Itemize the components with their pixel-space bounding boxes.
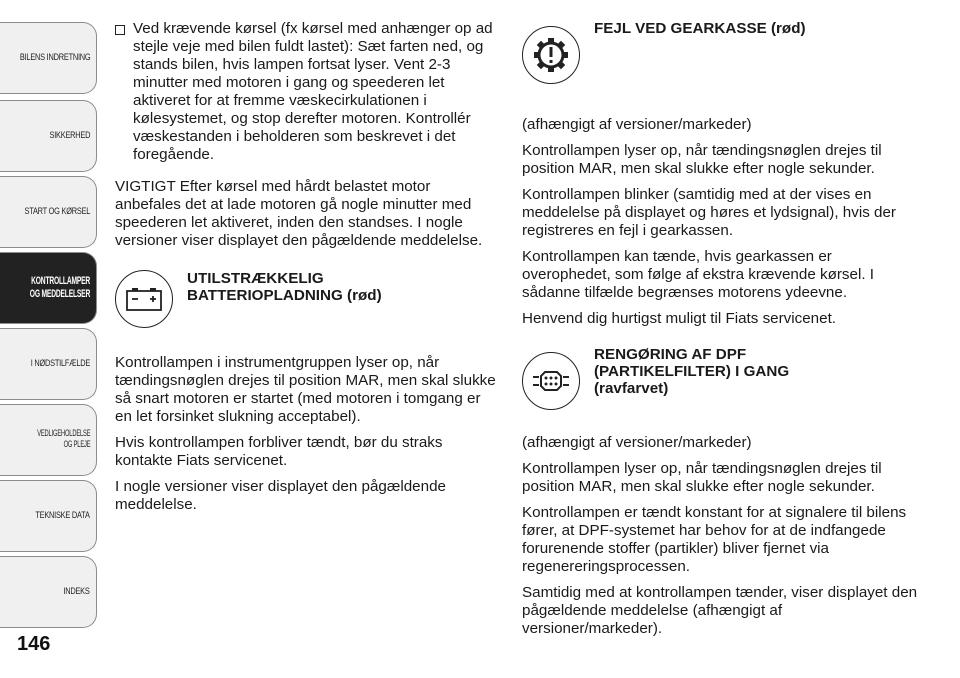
tab-line: OG PLEJE [63, 439, 90, 450]
important-note: VIGTIGT Efter kørsel med hårdt belastet motor anbefales det at lade motoren gå nogle minutter med speederen let aktiveret, inden den standses. I nogle versioner viser displayet den pågældende meddelelse. [115, 178, 483, 249]
gearbox-warning-block [522, 20, 922, 100]
gear-warning-icon [522, 26, 580, 84]
battery-warning-block [115, 270, 500, 340]
dpf-filter-icon [522, 352, 580, 410]
title-text: FEJL VED GEARKASSE [594, 20, 767, 37]
color-label: (rød) [770, 20, 806, 37]
tab-line: VEDLIGEHOLDELSE [36, 428, 90, 440]
dpf-warning-title [594, 346, 922, 397]
title-line: RENGØRING AF DPF [594, 346, 747, 363]
tab-vedligeholdelse[interactable] [0, 404, 97, 476]
paragraph: Kontrollampen blinker (samtidig med at der vises en meddelelse på displayet og høres et lydsignal), hvis der registreres en fejl i gearkassen. [522, 186, 896, 239]
bullet-text: Ved krævende kørsel (fx kørsel med anhænger op ad stejle veje med bilen fuldt lastet): Sæt farten ned, og stands bilen, hvis lampen fortsat lyser. Vent 2-3 minutter med motoren i gang og speederen let aktiveret for at fremme væskecirkulationen i kølesystemet, og stop derefter motoren. Kontrollér væskestanden i beholderen som beskrevet i det foregående. [133, 20, 493, 163]
left-column [115, 20, 500, 522]
tab-tekniske-data[interactable]: TEKNISKE DATA [0, 480, 97, 552]
dpf-warning-block [522, 346, 922, 420]
battery-warning-title [187, 270, 500, 304]
paragraph: Hvis kontrollampen forbliver tændt, bør du straks kontakte Fiats servicenet. [115, 434, 443, 469]
title-line: (PARTIKELFILTER) I GANG [594, 363, 790, 380]
title-line-text: BATTERIOPLADNING [187, 287, 343, 304]
paragraph: (afhængigt af versioner/markeder) [522, 116, 752, 133]
tab-indeks[interactable]: INDEKS [0, 556, 97, 628]
paragraph: (afhængigt af versioner/markeder) [522, 434, 752, 451]
checkbox-bullet-icon [115, 25, 125, 35]
paragraph: Kontrollampen i instrumentgruppen lyser op, når tændingsnøglen drejes til position MAR, men skal slukke så snart motoren er startet (med motoren i tomgang er en let forsinket slukning acceptabel). [115, 354, 496, 425]
paragraph: I nogle versioner viser displayet den pågældende meddelelse. [115, 478, 446, 513]
tab-kontrollamper[interactable] [0, 252, 97, 324]
paragraph: Kontrollampen er tændt konstant for at signalere til bilens fører, at DPF-systemet har behov for at de indfangede forurenende stoffer (partikler) bliver fjernet via regenereringsprocessen. [522, 504, 907, 575]
paragraph: Kontrollampen lyser op, når tændingsnøglen drejes til position MAR, men skal slukke efter nogle sekunder. [522, 460, 882, 495]
paragraph: Kontrollampen lyser op, når tændingsnøglen drejes til position MAR, men skal slukke efter nogle sekunder. [522, 142, 882, 177]
battery-icon [115, 270, 173, 328]
tab-line: OG MEDDELELSER [29, 288, 90, 300]
paragraph: Samtidig med at kontrollampen tænder, viser displayet den pågældende meddelelse (afhængigt af versioner/markeder). [522, 584, 918, 637]
color-label: (ravfarvet) [594, 380, 669, 397]
right-column [522, 20, 922, 646]
color-label: (rød) [347, 287, 382, 304]
title-line: UTILSTRÆKKELIG [187, 270, 324, 287]
tab-line: KONTROLLAMPER [31, 275, 90, 288]
page-number: 146 [17, 633, 51, 655]
tab-start-og-korsel[interactable]: START OG KØRSEL [0, 176, 97, 248]
paragraph: Kontrollampen kan tænde, hvis gearkassen er overophedet, som følge af ekstra krævende kørsel. I sådanne tilfælde begrænses motorens ydeevne. [522, 248, 874, 301]
tab-i-nodstilfaelde[interactable]: I NØDSTILFÆLDE [0, 328, 97, 400]
tab-sikkerhed[interactable]: SIKKERHED [0, 100, 97, 172]
paragraph: Henvend dig hurtigst muligt til Fiats servicenet. [522, 310, 837, 327]
title-line [187, 287, 500, 304]
tab-bilens-indretning[interactable]: BILENS INDRETNING [0, 22, 97, 94]
gearbox-warning-title [594, 20, 922, 37]
bullet-paragraph [115, 20, 500, 164]
